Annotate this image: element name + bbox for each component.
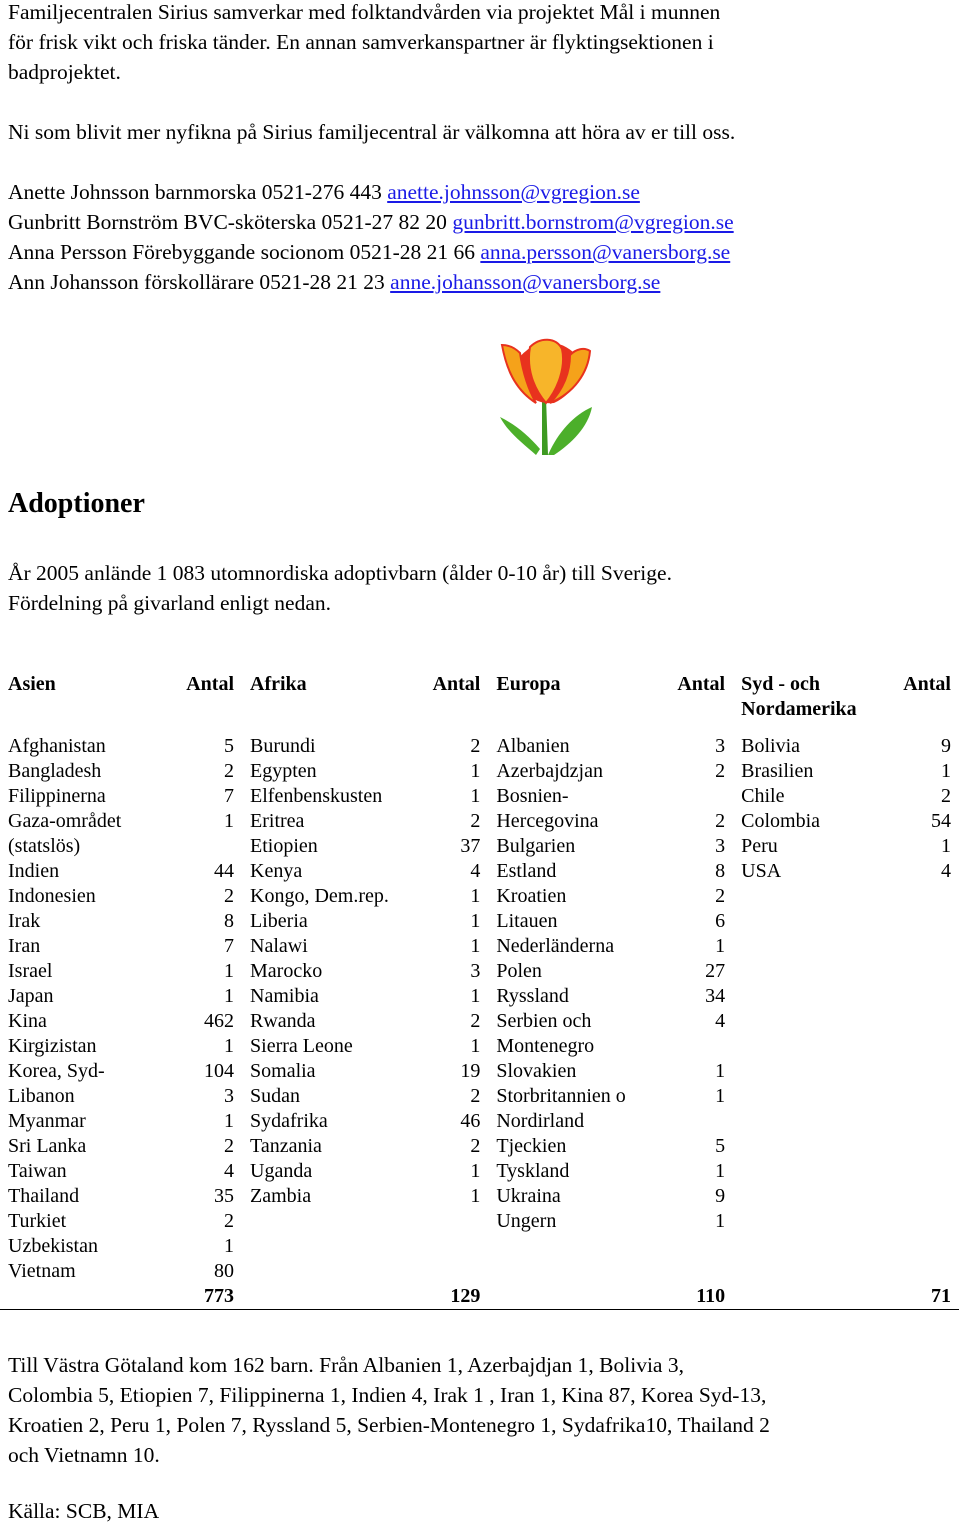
country-cell: Egypten <box>250 760 317 782</box>
count-cell: 2 <box>715 885 726 907</box>
count-cell <box>893 1184 959 1209</box>
country-cell: Somalia <box>250 1060 316 1082</box>
country-cell: Slovakien <box>496 1060 577 1082</box>
country-cell: Uzbekistan <box>8 1235 98 1257</box>
country-cell: Tjeckien <box>496 1135 567 1157</box>
count-cell: 34 <box>705 985 726 1007</box>
count-cell: 44 <box>214 860 235 882</box>
table-body <box>0 734 959 1284</box>
welcome-text: Ni som blivit mer nyfikna på Sirius familjecentral är välkomna att höra av er till oss. <box>8 120 736 144</box>
table-row <box>0 784 959 809</box>
count-cell: 1 <box>941 835 951 857</box>
country-cell <box>733 884 893 909</box>
count-cell: 2 <box>470 1085 481 1107</box>
country-cell: Israel <box>8 960 53 982</box>
country-cell <box>733 1184 893 1209</box>
count-cell <box>893 1159 959 1184</box>
country-cell: Etiopien <box>250 835 318 857</box>
table-row <box>0 984 959 1009</box>
count-cell <box>893 884 959 909</box>
country-cell <box>733 959 893 984</box>
country-cell <box>242 1259 406 1284</box>
country-cell: Namibia <box>250 985 319 1007</box>
count-cell: 54 <box>931 810 951 832</box>
table-row <box>0 809 959 834</box>
table-row <box>0 859 959 884</box>
table-row <box>0 1109 959 1134</box>
vg-line-1: Till Västra Götaland kom 162 barn. Från Albanien 1, Azerbajdjan 1, Bolivia 3, <box>8 1353 684 1377</box>
country-cell: Kenya <box>250 860 303 882</box>
adoption-table <box>0 672 959 1310</box>
count-cell: 2 <box>715 810 726 832</box>
count-cell: 1 <box>224 1035 235 1057</box>
vg-line-3: Kroatien 2, Peru 1, Polen 7, Ryssland 5, Serbien-Montenegro 1, Sydafrika10, Thailand 2 <box>8 1413 770 1437</box>
country-cell: Tyskland <box>496 1160 570 1182</box>
contact-text: Gunbritt Bornström BVC-sköterska 0521-27 82 20 <box>8 210 453 234</box>
table-row <box>0 1209 959 1234</box>
count-cell: 1 <box>224 960 235 982</box>
count-cell: 7 <box>224 785 235 807</box>
count-cell: 2 <box>470 1010 481 1032</box>
country-cell: Brasilien <box>741 760 814 782</box>
intro-line-1: Familjecentralen Sirius samverkar med folktandvården via projektet Mål i munnen <box>8 0 721 24</box>
count-cell: 1 <box>715 1060 726 1082</box>
count-cell: 1 <box>470 1185 481 1207</box>
contact-anette <box>8 177 640 207</box>
count-cell <box>659 1109 733 1134</box>
country-cell <box>733 909 893 934</box>
country-cell: Montenegro <box>496 1035 595 1057</box>
country-cell: (statslös) <box>8 835 81 857</box>
count-cell: 5 <box>715 1135 726 1157</box>
count-cell: 37 <box>460 835 481 857</box>
country-cell: Bolivia <box>741 735 801 757</box>
country-cell: Kongo, Dem.rep. <box>250 885 389 907</box>
country-cell: Libanon <box>8 1085 75 1107</box>
country-cell: Turkiet <box>8 1210 67 1232</box>
table-row <box>0 959 959 984</box>
count-cell <box>893 1084 959 1109</box>
tulip-leaf-right <box>548 407 592 455</box>
count-cell <box>893 1209 959 1234</box>
col-header-europe: Europa <box>496 673 561 695</box>
tulip-leaf-left <box>500 417 540 455</box>
country-cell: Nordirland <box>496 1110 585 1132</box>
count-cell: 7 <box>224 935 235 957</box>
count-cell <box>893 1134 959 1159</box>
count-cell: 6 <box>715 910 726 932</box>
country-cell: Gaza-området <box>8 810 122 832</box>
country-cell: Bosnien- <box>496 785 569 807</box>
totals-row <box>0 1284 959 1310</box>
country-cell <box>242 1209 406 1234</box>
count-cell: 4 <box>715 1010 726 1032</box>
country-cell: Marocko <box>250 960 323 982</box>
country-cell: Bulgarien <box>496 835 576 857</box>
count-cell: 2 <box>224 760 235 782</box>
country-cell: Albanien <box>496 735 570 757</box>
count-cell: 2 <box>715 760 726 782</box>
count-cell <box>893 984 959 1009</box>
count-cell: 4 <box>470 860 481 882</box>
country-cell: Irak <box>8 910 41 932</box>
country-cell: Afghanistan <box>8 735 106 757</box>
count-cell <box>659 1259 733 1284</box>
table-row <box>0 1234 959 1259</box>
table-header-row <box>0 672 959 734</box>
country-cell: Sierra Leone <box>250 1035 353 1057</box>
table-row <box>0 1259 959 1284</box>
count-cell: 2 <box>224 1135 235 1157</box>
count-cell: 1 <box>470 1035 481 1057</box>
col-header-africa-count: Antal <box>432 673 481 695</box>
count-cell <box>893 1234 959 1259</box>
contact-anna <box>8 237 730 267</box>
count-cell: 1 <box>470 760 481 782</box>
country-cell: Sydafrika <box>250 1110 328 1132</box>
country-cell: Serbien och <box>496 1010 592 1032</box>
table-row <box>0 734 959 759</box>
email-link-anna[interactable]: anna.persson@vanersborg.se <box>480 240 731 264</box>
count-cell: 9 <box>941 735 951 757</box>
count-cell: 8 <box>715 860 726 882</box>
table-row <box>0 934 959 959</box>
total-europe: 110 <box>659 1284 733 1310</box>
table-row <box>0 834 959 859</box>
source-note: Källa: SCB, MIA <box>8 1499 160 1523</box>
vg-line-2: Colombia 5, Etiopien 7, Filippinerna 1, Indien 4, Irak 1 , Iran 1, Kina 87, Korea Syd-13, <box>8 1383 767 1407</box>
count-cell <box>406 1209 488 1234</box>
country-cell: USA <box>741 860 782 882</box>
count-cell <box>659 1234 733 1259</box>
count-cell: 46 <box>460 1110 481 1132</box>
vg-line-4: och Vietnamn 10. <box>8 1443 160 1467</box>
country-cell <box>242 1234 406 1259</box>
country-cell: Kina <box>8 1010 47 1032</box>
count-cell: 3 <box>470 960 481 982</box>
count-cell: 1 <box>715 1160 726 1182</box>
col-header-africa: Afrika <box>250 673 307 695</box>
col-header-asia-count: Antal <box>186 673 235 695</box>
count-cell: 1 <box>224 985 235 1007</box>
country-cell: Filippinerna <box>8 785 106 807</box>
count-cell <box>659 784 733 809</box>
count-cell: 1 <box>941 760 951 782</box>
country-cell <box>733 1109 893 1134</box>
country-cell: Japan <box>8 985 54 1007</box>
count-cell: 8 <box>224 910 235 932</box>
col-header-asia: Asien <box>8 673 56 695</box>
country-cell: Zambia <box>250 1185 312 1207</box>
intro-line-3: badprojektet. <box>8 60 121 84</box>
country-cell: Bangladesh <box>8 760 102 782</box>
country-cell: Kroatien <box>496 885 567 907</box>
country-cell: Indien <box>8 860 60 882</box>
count-cell <box>893 909 959 934</box>
count-cell <box>893 959 959 984</box>
email-link-ann[interactable]: anne.johansson@vanersborg.se <box>390 270 661 294</box>
country-cell: Ungern <box>496 1210 557 1232</box>
count-cell: 2 <box>470 810 481 832</box>
count-cell: 1 <box>470 785 481 807</box>
count-cell <box>893 1009 959 1034</box>
count-cell: 104 <box>204 1060 235 1082</box>
country-cell <box>733 1159 893 1184</box>
country-cell <box>733 1059 893 1084</box>
table-row <box>0 1084 959 1109</box>
count-cell: 2 <box>941 785 951 807</box>
table-row <box>0 1034 959 1059</box>
count-cell: 4 <box>224 1160 235 1182</box>
country-cell <box>488 1259 659 1284</box>
country-cell: Thailand <box>8 1185 80 1207</box>
col-header-americas-count: Antal <box>903 673 951 695</box>
count-cell: 1 <box>715 935 726 957</box>
country-cell <box>733 1234 893 1259</box>
count-cell <box>893 1109 959 1134</box>
count-cell: 3 <box>715 835 726 857</box>
country-cell <box>733 1009 893 1034</box>
count-cell: 9 <box>715 1185 726 1207</box>
country-cell: Rwanda <box>250 1010 316 1032</box>
country-cell: Vietnam <box>8 1260 76 1282</box>
contact-text: Ann Johansson förskollärare 0521-28 21 23 <box>8 270 391 294</box>
country-cell: Nederländerna <box>496 935 615 957</box>
country-cell <box>488 1234 659 1259</box>
country-cell: Azerbajdzjan <box>496 760 603 782</box>
country-cell: Chile <box>741 785 785 807</box>
country-cell: Colombia <box>741 810 821 832</box>
table-row <box>0 884 959 909</box>
count-cell: 1 <box>470 935 481 957</box>
country-cell: Uganda <box>250 1160 313 1182</box>
country-cell: Polen <box>496 960 542 982</box>
table-row <box>0 759 959 784</box>
count-cell: 80 <box>214 1260 235 1282</box>
table-row <box>0 1184 959 1209</box>
country-cell: Nalawi <box>250 935 308 957</box>
count-cell: 2 <box>470 1135 481 1157</box>
count-cell <box>406 1259 488 1284</box>
country-cell <box>733 1209 893 1234</box>
country-cell <box>733 1034 893 1059</box>
country-cell: Liberia <box>250 910 308 932</box>
tulip-icon <box>496 337 596 455</box>
table-row <box>0 1009 959 1034</box>
count-cell <box>893 1259 959 1284</box>
country-cell: Kirgizistan <box>8 1035 97 1057</box>
count-cell: 2 <box>224 1210 235 1232</box>
col-header-europe-count: Antal <box>677 673 726 695</box>
country-cell <box>733 984 893 1009</box>
count-cell: 3 <box>224 1085 235 1107</box>
tulip-stem <box>542 397 548 455</box>
count-cell <box>893 1059 959 1084</box>
count-cell <box>659 1034 733 1059</box>
country-cell: Ukraina <box>496 1185 561 1207</box>
count-cell: 5 <box>224 735 235 757</box>
country-cell <box>733 1084 893 1109</box>
table-row <box>0 1134 959 1159</box>
count-cell: 19 <box>460 1060 481 1082</box>
count-cell: 1 <box>470 885 481 907</box>
table-row <box>0 1059 959 1084</box>
count-cell: 4 <box>941 860 951 882</box>
count-cell: 1 <box>470 1160 481 1182</box>
country-cell: Tanzania <box>250 1135 322 1157</box>
count-cell: 35 <box>214 1185 235 1207</box>
email-link-gunbritt[interactable]: gunbritt.bornstrom@vgregion.se <box>452 210 734 234</box>
summary-line-2: Fördelning på givarland enligt nedan. <box>8 591 332 615</box>
country-cell <box>733 1134 893 1159</box>
count-cell: 2 <box>224 885 235 907</box>
count-cell: 1 <box>715 1085 726 1107</box>
country-cell: Litauen <box>496 910 558 932</box>
count-cell: 1 <box>470 910 481 932</box>
count-cell: 1 <box>224 1235 235 1257</box>
count-cell: 462 <box>204 1010 235 1032</box>
contact-text: Anna Persson Förebyggande socionom 0521-28 21 66 <box>8 240 481 264</box>
intro-line-2: för frisk vikt och friska tänder. En annan samverkanspartner är flyktingsektionen i <box>8 30 714 54</box>
country-cell: Hercegovina <box>496 810 599 832</box>
count-cell <box>160 834 242 859</box>
total-africa: 129 <box>406 1284 488 1310</box>
country-cell: Myanmar <box>8 1110 86 1132</box>
count-cell: 2 <box>470 735 481 757</box>
contact-gunbritt <box>8 207 734 237</box>
country-cell: Ryssland <box>496 985 569 1007</box>
country-cell: Estland <box>496 860 557 882</box>
email-link-anette[interactable]: anette.johnsson@vgregion.se <box>387 180 640 204</box>
section-heading: Adoptioner <box>8 488 145 519</box>
country-cell: Eritrea <box>250 810 305 832</box>
count-cell: 3 <box>715 735 726 757</box>
country-cell: Indonesien <box>8 885 96 907</box>
count-cell <box>893 934 959 959</box>
country-cell <box>733 1259 893 1284</box>
col-header-americas: Syd - och Nordamerika <box>741 673 857 720</box>
count-cell: 1 <box>470 985 481 1007</box>
country-cell: Sudan <box>250 1085 301 1107</box>
country-cell: Elfenbenskusten <box>250 785 383 807</box>
count-cell: 1 <box>224 810 235 832</box>
count-cell <box>893 1034 959 1059</box>
count-cell: 27 <box>705 960 726 982</box>
contact-ann <box>8 267 660 297</box>
count-cell: 1 <box>715 1210 726 1232</box>
contact-text: Anette Johnsson barnmorska 0521-276 443 <box>8 180 388 204</box>
count-cell <box>406 1234 488 1259</box>
country-cell: Burundi <box>250 735 316 757</box>
total-americas: 71 <box>893 1284 959 1310</box>
count-cell: 1 <box>224 1110 235 1132</box>
country-cell: Storbritannien o <box>496 1085 626 1107</box>
country-cell: Korea, Syd- <box>8 1060 105 1082</box>
total-asia: 773 <box>160 1284 242 1310</box>
country-cell <box>733 934 893 959</box>
country-cell: Iran <box>8 935 41 957</box>
table-row <box>0 1159 959 1184</box>
summary-line-1: År 2005 anlände 1 083 utomnordiska adoptivbarn (ålder 0-10 år) till Sverige. <box>8 561 672 585</box>
table-row <box>0 909 959 934</box>
country-cell: Peru <box>741 835 778 857</box>
country-cell: Taiwan <box>8 1160 67 1182</box>
country-cell: Sri Lanka <box>8 1135 87 1157</box>
